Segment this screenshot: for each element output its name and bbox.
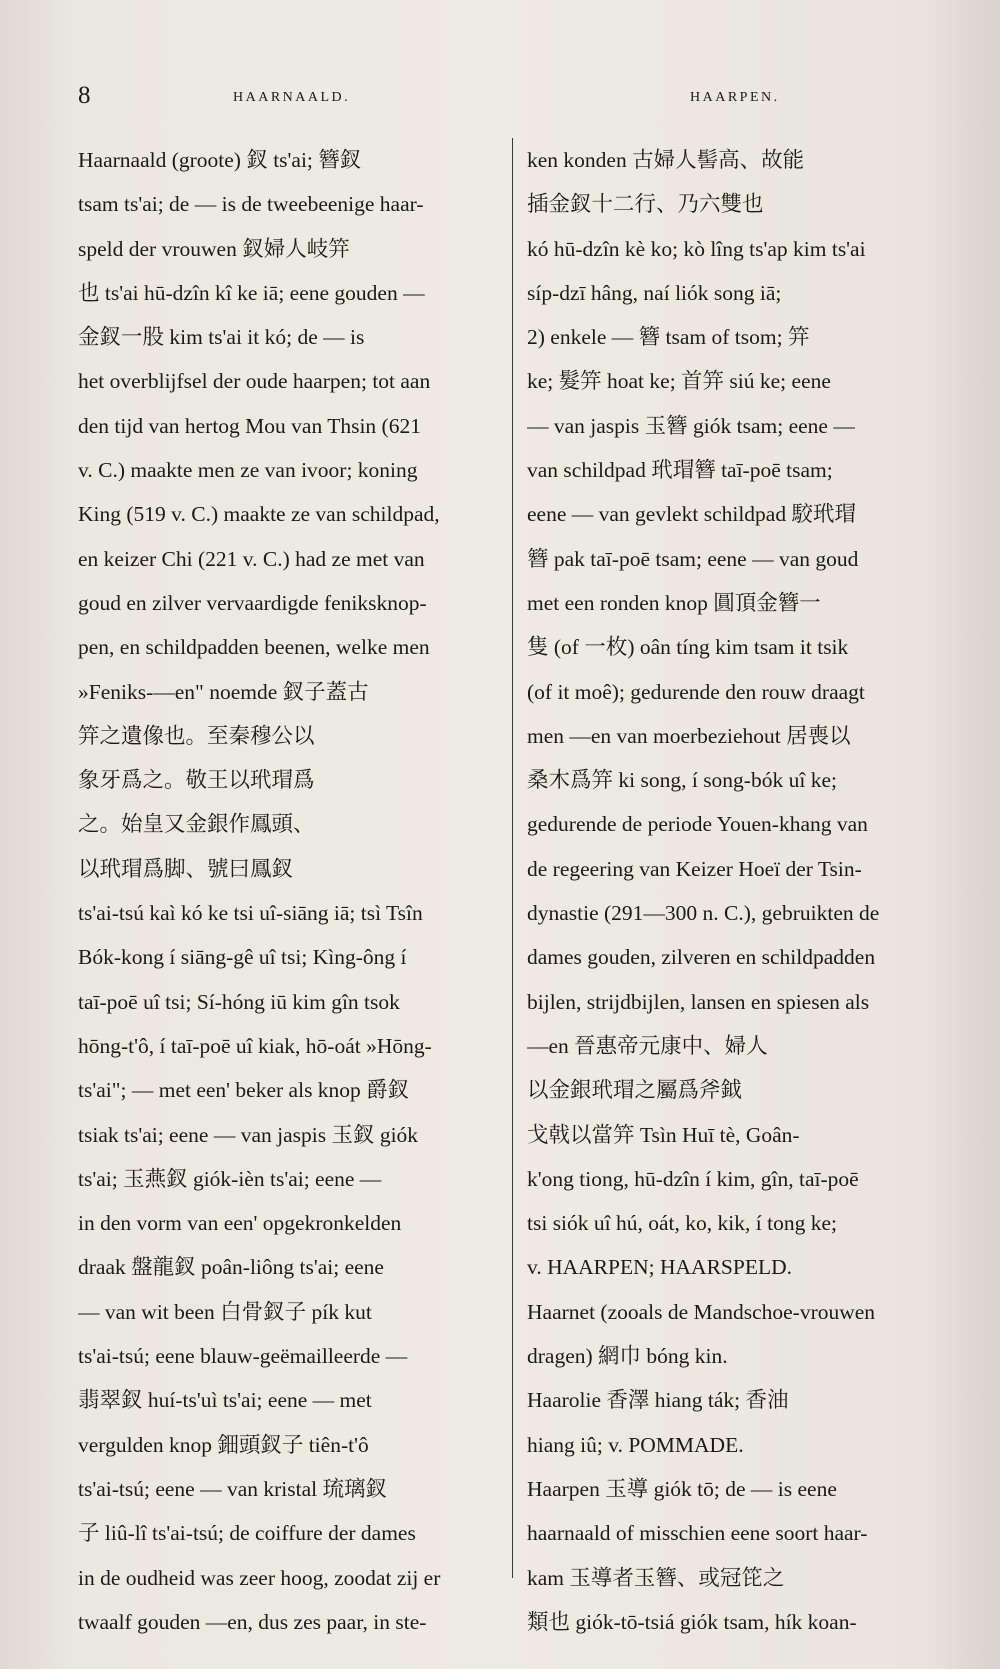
- text-line: dames gouden, zilveren en schildpadden: [527, 945, 876, 970]
- right-column: [527, 138, 955, 1644]
- text-line: 類也 giók-tō-tsiá giók tsam, hík koan-: [527, 1609, 857, 1634]
- text-line: hōng-t'ô, í taī-poē uî kiak, hō-oát »Hōng-: [78, 1033, 432, 1058]
- text-line: síp-dzī hâng, naí liók song iā;: [527, 280, 782, 305]
- text-line: vergulden knop 鈿頭釵子 tiên-t'ô: [78, 1432, 369, 1457]
- text-line: 以金銀玳瑁之屬爲斧鉞: [527, 1078, 743, 1103]
- text-line: twaalf gouden —en, dus zes paar, in ste-: [78, 1609, 427, 1634]
- column-divider: [512, 138, 513, 1578]
- text-line: in den vorm van een' opgekronkelden: [78, 1211, 402, 1236]
- right-running-head: HAARPEN.: [690, 90, 780, 105]
- text-line: dragen) 網巾 bóng kin.: [527, 1344, 728, 1369]
- text-line: en keizer Chi (221 v. C.) had ze met van: [78, 546, 425, 571]
- text-line: Haarnaald (groote) 釵 ts'ai; 簪釵: [78, 148, 362, 172]
- text-line: 子 liû-lî ts'ai-tsú; de coiffure der dames: [78, 1521, 416, 1546]
- text-line: van schildpad 玳瑁簪 taī-poē tsam;: [527, 458, 833, 483]
- left-running-head: HAARNAALD.: [233, 90, 351, 105]
- text-line: 插金釵十二行、乃六雙也: [527, 192, 764, 217]
- text-line: men —en van moerbeziehout 居喪以: [527, 723, 851, 748]
- page-number: 8: [78, 82, 91, 109]
- text-line: met een ronden knop 圓頂金簪一: [527, 590, 821, 615]
- text-line: King (519 v. C.) maakte ze van schildpad,: [78, 502, 440, 527]
- text-line: ke; 髮笄 hoat ke; 首笄 siú ke; eene: [527, 369, 831, 394]
- text-line: eene — van gevlekt schildpad 駮玳瑁: [527, 502, 856, 527]
- text-line: de regeering van Keizer Hoeï der Tsin-: [527, 856, 862, 881]
- text-line: v. HAARPEN; HAARSPELD.: [527, 1255, 792, 1280]
- text-line: ts'ai-tsú; eene — van kristal 琉璃釵: [78, 1476, 387, 1501]
- text-line: speld der vrouwen 釵婦人岐笄: [78, 236, 350, 261]
- left-column: [78, 138, 494, 1644]
- text-line: ts'ai; 玉燕釵 giók-ièn ts'ai; eene —: [78, 1166, 382, 1191]
- text-line: — van jaspis 玉簪 giók tsam; eene —: [527, 413, 855, 438]
- text-line: 簪 pak taī-poē tsam; eene — van goud: [527, 546, 859, 571]
- text-line: ts'ai"; — met een' beker als knop 爵釵: [78, 1078, 410, 1103]
- text-line: ts'ai-tsú; eene blauw-geëmailleerde —: [78, 1344, 408, 1369]
- text-line: 以玳瑁爲脚、號曰鳳釵: [78, 856, 294, 881]
- text-line: »Feniks-—en" noemde 釵子蓋古: [78, 679, 369, 704]
- text-line: kam 玉導者玉簪、或冠笓之: [527, 1565, 785, 1590]
- text-line: 也 ts'ai hū-dzîn kî ke iā; eene gouden —: [78, 280, 425, 305]
- text-line: kó hū-dzîn kè ko; kò lîng ts'ap kim ts'ai: [527, 236, 866, 261]
- page-header: [0, 82, 1000, 112]
- text-line: Haarolie 香澤 hiang ták; 香油: [527, 1388, 789, 1413]
- text-line: — van wit been 白骨釵子 pík kut: [78, 1299, 372, 1324]
- text-line: in de oudheid was zeer hoog, zoodat zij er: [78, 1565, 441, 1590]
- text-line: 戈戟以當笄 Tsìn Huī tè, Goân-: [527, 1122, 800, 1147]
- text-line: 隻 (of 一枚) oân tíng kim tsam it tsik: [527, 635, 849, 660]
- text-line: 笄之遺像也。至秦穆公以: [78, 723, 315, 748]
- text-line: Haarpen 玉導 giók tō; de — is eene: [527, 1476, 837, 1501]
- text-line: pen, en schildpadden beenen, welke men: [78, 635, 430, 660]
- text-line: gedurende de periode Youen-khang van: [527, 812, 868, 837]
- text-line: 之。始皇又金銀作鳳頭、: [78, 812, 315, 837]
- text-line: 2) enkele — 簪 tsam of tsom; 笄: [527, 325, 810, 350]
- text-line: 翡翠釵 huí-ts'uì ts'ai; eene — met: [78, 1388, 372, 1413]
- text-line: tsiak ts'ai; eene — van jaspis 玉釵 giók: [78, 1122, 419, 1147]
- text-line: v. C.) maakte men ze van ivoor; koning: [78, 458, 418, 483]
- text-line: 金釵一股 kim ts'ai it kó; de — is: [78, 325, 365, 350]
- text-line: goud en zilver vervaardigde feniksknop-: [78, 590, 427, 615]
- text-line: Haarnet (zooals de Mandschoe-vrouwen: [527, 1299, 876, 1324]
- text-line: ken konden 古婦人髻高、故能: [527, 148, 805, 172]
- text-line: tsam ts'ai; de — is de tweebeenige haar-: [78, 192, 424, 217]
- text-line: ts'ai-tsú kaì kó ke tsi uî-siāng iā; tsì Tsîn: [78, 901, 423, 926]
- text-line: Bók-kong í siāng-gê uî tsi; Kìng-ông í: [78, 945, 407, 970]
- text-line: (of it moê); gedurende den rouw draagt: [527, 679, 865, 704]
- text-line: k'ong tiong, hū-dzîn í kim, gîn, taī-poē: [527, 1166, 859, 1191]
- text-line: —en 晉惠帝元康中、婦人: [527, 1033, 768, 1058]
- text-line: haarnaald of misschien eene soort haar-: [527, 1521, 868, 1546]
- text-line: taī-poē uî tsi; Sí-hóng iū kim gîn tsok: [78, 989, 400, 1014]
- text-line: 桑木爲笄 ki song, í song-bók uî ke;: [527, 768, 837, 793]
- text-line: hiang iû; v. POMMADE.: [527, 1432, 744, 1457]
- text-line: bijlen, strijdbijlen, lansen en spiesen als: [527, 989, 870, 1014]
- text-line: draak 盤龍釵 poân-liông ts'ai; eene: [78, 1255, 384, 1280]
- text-line: den tijd van hertog Mou van Thsin (621: [78, 413, 421, 438]
- text-line: tsi siók uî hú, oát, ko, kik, í tong ke;: [527, 1211, 837, 1236]
- text-line: 象牙爲之。敬王以玳瑁爲: [78, 768, 315, 793]
- text-line: dynastie (291—300 n. C.), gebruikten de: [527, 901, 880, 926]
- text-line: het overblijfsel der oude haarpen; tot aan: [78, 369, 431, 394]
